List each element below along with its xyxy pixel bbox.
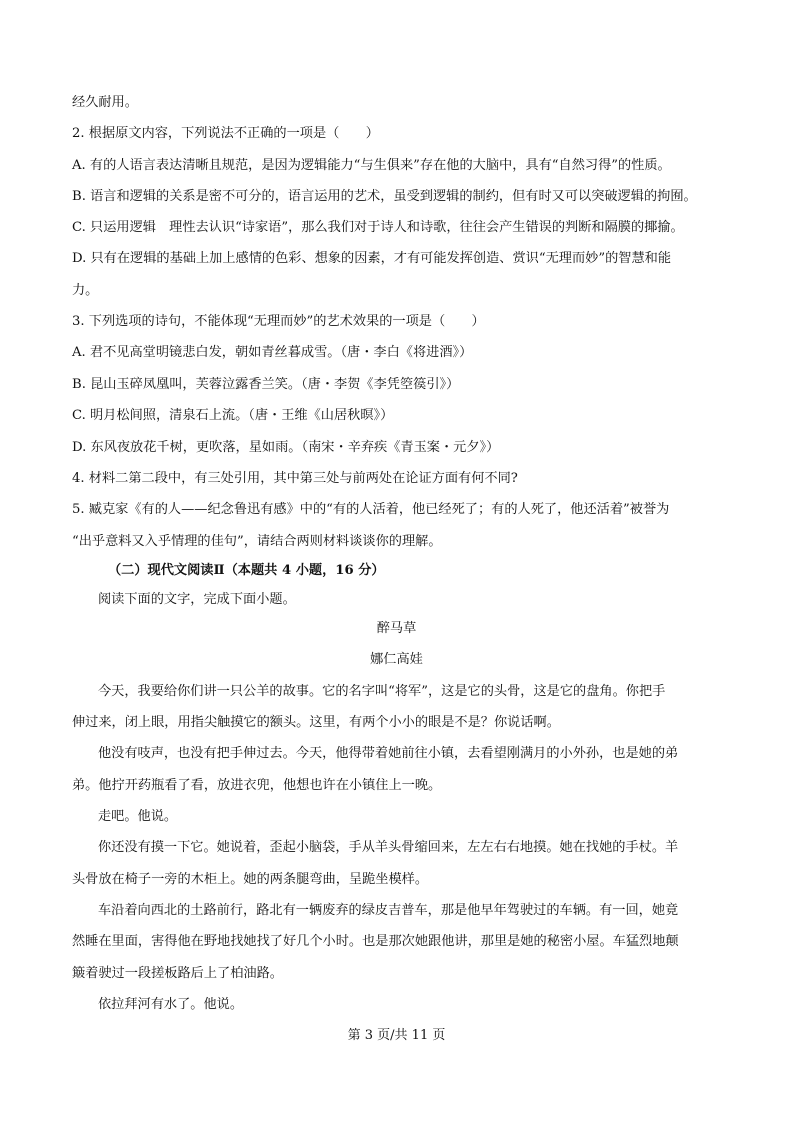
question-4: 4. 材料二第二段中，有三处引用，其中第三处与前两处在论证方面有何不同?: [72, 471, 518, 486]
story-author: 娜仁高娃: [370, 652, 423, 667]
story-paragraph: 今天，我要给你们讲一只公羊的故事。它的名字叫“将军”，这是它的头骨，这是它的盘角。你把手: [98, 684, 666, 699]
story-paragraph-cont: 弟。他拧开药瓶看了看，放进衣兜，他想也许在小镇住上一晚。: [72, 778, 442, 793]
question-5: 5. 臧克家《有的人——纪念鲁迅有感》中的“有的人活着，他已经死了；有的人死了，他还活着”被誉为: [72, 502, 670, 517]
story-paragraph-cont: 伸过来，闭上眼，用指尖触摸它的额头。这里，有两个小小的眼是不是？你说话啊。: [72, 715, 560, 730]
instruction: 阅读下面的文字，完成下面小题。: [98, 592, 296, 607]
question-5-cont: “出乎意料又入乎情理的佳句”，请结合两则材料谈谈你的理解。: [72, 534, 442, 549]
story-paragraph-cont: 头骨放在椅子一旁的木柜上。她的两条腿弯曲，呈跪坐模样。: [72, 872, 429, 887]
option-2d: D. 只有在逻辑的基础上加上感情的色彩、想象的因素，才有可能发挥创造、赏识“无理而妙”的智慧和能: [72, 251, 672, 266]
question-3: 3. 下列选项的诗句，不能体现“无理而妙”的艺术效果的一项是（ ）: [72, 314, 485, 329]
story-paragraph: 走吧。他说。: [98, 809, 178, 824]
story-paragraph: 他没有吱声，也没有把手伸过去。今天，他得带着她前往小镇，去看望刚满月的小外孙，也是她的弟: [98, 746, 679, 761]
story-paragraph-cont: 然睡在里面，害得他在野地找她找了好几个小时。也是那次她跟他讲，那里是她的秘密小屋。车猛烈地颠: [72, 934, 679, 949]
option-2c: C. 只运用逻辑 理性去认识“诗家语”，那么我们对于诗人和诗歌，往往会产生错误的判断和隔膜的揶揄。: [72, 220, 684, 235]
story-paragraph: 车沿着向西北的土路前行，路北有一辆废弃的绿皮吉普车，那是他早年驾驶过的车辆。有一回，她竟: [98, 903, 679, 918]
question-2: 2. 根据原文内容，下列说法不正确的一项是（ ）: [72, 126, 379, 141]
page-footer: 第 3 页/共 11 页: [347, 1028, 446, 1043]
option-3d: D. 东风夜放花千树，更吹落，星如雨。（南宋・辛弃疾《青玉案・元夕》）: [72, 440, 500, 455]
story-title: 醉马草: [376, 621, 417, 636]
story-paragraph-cont: 簸着驶过一段搓板路后上了柏油路。: [72, 966, 283, 981]
story-paragraph: 依拉拜河有水了。他说。: [98, 997, 244, 1012]
option-3b: B. 昆山玉碎凤凰叫，芙蓉泣露香兰笑。（唐・李贺《李凭箜篌引》）: [72, 377, 460, 392]
section-heading: （二）现代文阅读Ⅱ（本题共 4 小题，16 分）: [108, 563, 385, 578]
text-line: 经久耐用。: [72, 95, 138, 110]
option-3c: C. 明月松间照，清泉石上流。（唐・王维《山居秋暝》）: [72, 408, 394, 423]
option-2a: A. 有的人语言表达清晰且规范，是因为逻辑能力“与生俱来”存在他的大脑中，具有“自然习得”的性质。: [72, 158, 671, 173]
option-3a: A. 君不见高堂明镜悲白发，朝如青丝暮成雪。（唐・李白《将进酒》）: [72, 345, 473, 360]
option-2b: B. 语言和逻辑的关系是密不可分的，语言运用的艺术，虽受到逻辑的制约，但有时又可以突破逻辑的拘囿。: [72, 189, 697, 204]
story-paragraph: 你还没有摸一下它。她说着，歪起小脑袋，手从羊头骨缩回来，左左右右地摸。她在找她的手杖。羊: [98, 840, 679, 855]
option-2d-cont: 力。: [72, 283, 99, 298]
